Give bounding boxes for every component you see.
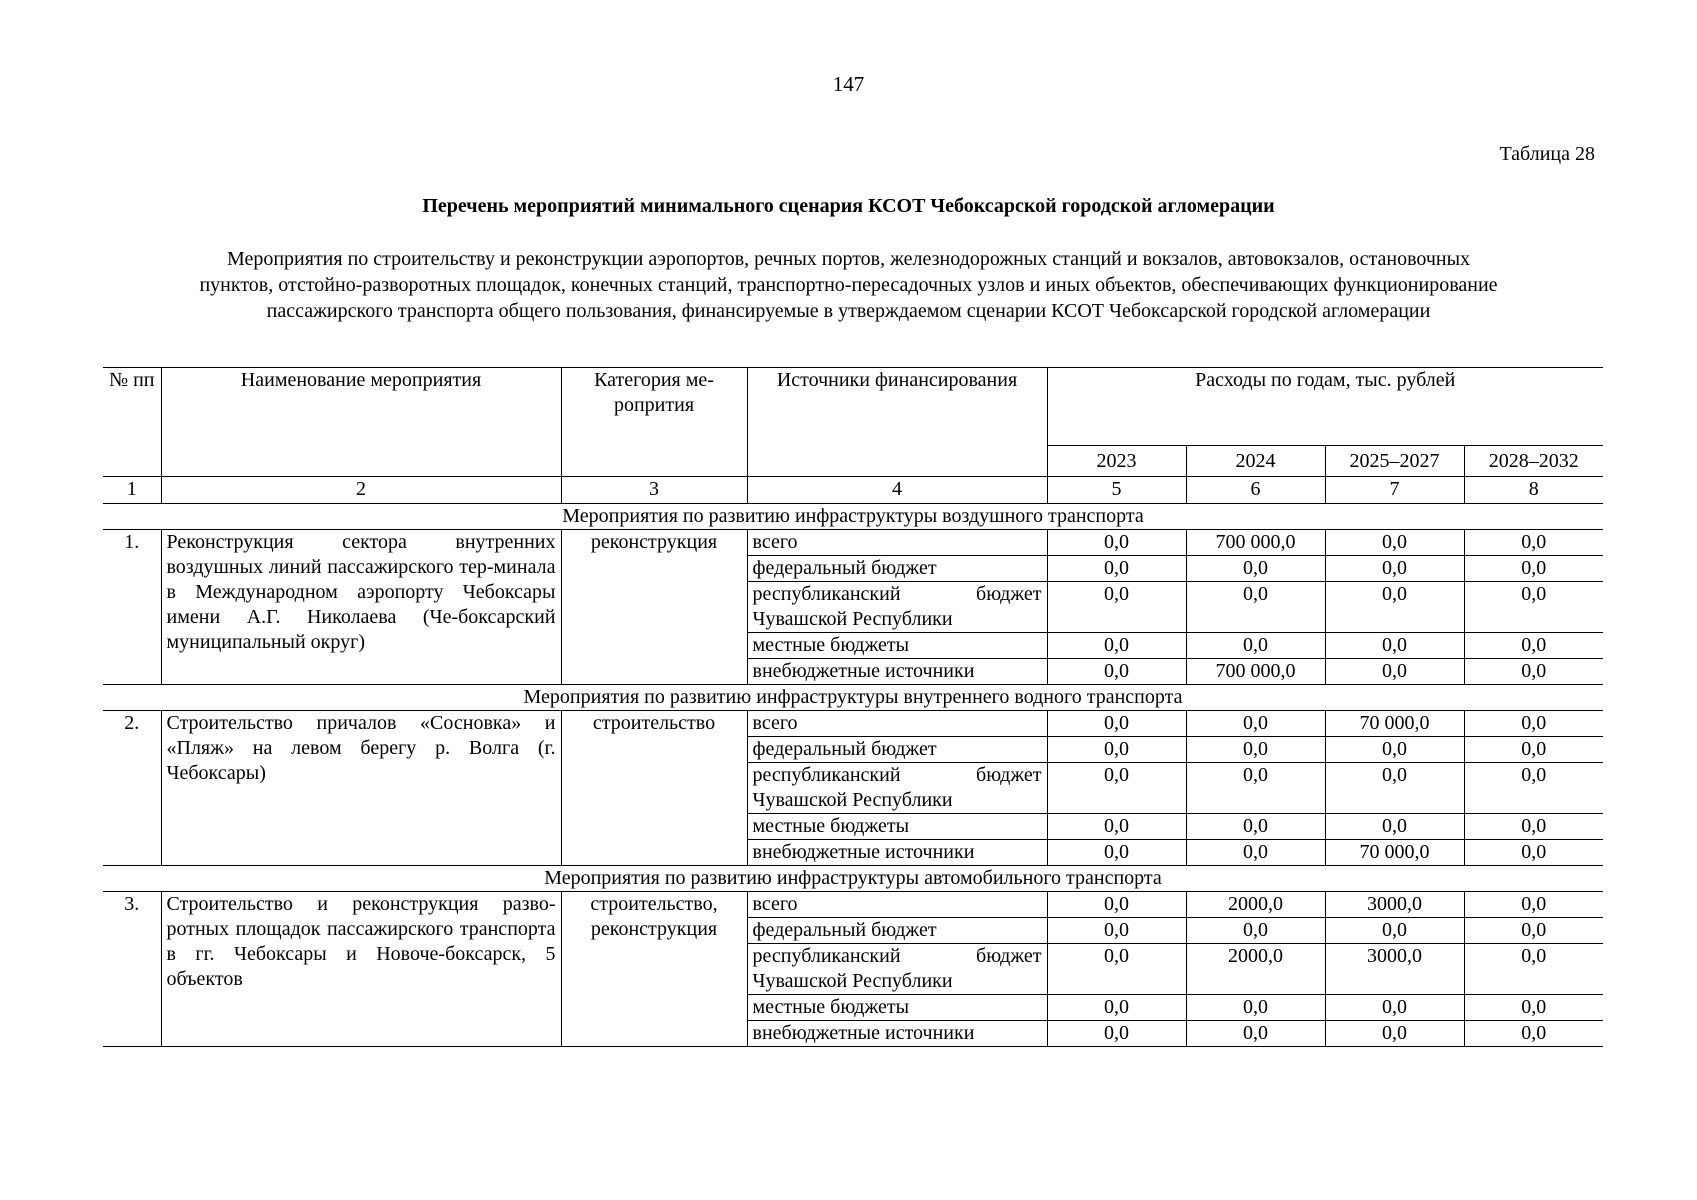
item-name: Строительство и реконструкция разво-ротных площадок пассажирского транспорта в гг. Чебоксары и Новоче-боксарск, 5 объектов [161,892,561,1047]
expense-value: 0,0 [1047,892,1186,918]
funding-source: республиканский бюджет Чувашской Республики [747,582,1047,633]
expense-value: 0,0 [1047,1021,1186,1047]
expense-value: 0,0 [1325,530,1464,556]
header-year: 2025–2027 [1325,446,1464,477]
funding-source: федеральный бюджет [747,556,1047,582]
expense-value: 0,0 [1047,659,1186,685]
expense-value: 0,0 [1464,633,1603,659]
column-number: 3 [561,477,747,504]
expense-value: 0,0 [1047,840,1186,866]
column-number: 5 [1047,477,1186,504]
item-category: реконструкция [561,530,747,685]
section-row [103,685,1603,711]
expense-value: 0,0 [1047,530,1186,556]
funding-source: федеральный бюджет [747,737,1047,763]
header-number: № пп [103,368,161,477]
header-category: Категория ме-ропрития [561,368,747,477]
expense-value: 0,0 [1325,918,1464,944]
section-title: Мероприятия по развитию инфраструктуры внутреннего водного транспорта [103,685,1603,711]
expense-value: 70 000,0 [1325,840,1464,866]
header-name: Наименование мероприятия [161,368,561,477]
item-category: строительство [561,711,747,866]
expense-value: 0,0 [1464,582,1603,633]
table-caption: Таблица 28 [1499,143,1595,165]
table-row [103,530,1603,556]
expense-value: 0,0 [1325,659,1464,685]
expense-value: 0,0 [1047,556,1186,582]
expense-value: 0,0 [1186,814,1325,840]
expense-value: 0,0 [1047,814,1186,840]
table-body [103,504,1603,1047]
expense-value: 700 000,0 [1186,530,1325,556]
funding-source: республиканский бюджет Чувашской Республики [747,944,1047,995]
header-year: 2023 [1047,446,1186,477]
expense-value: 0,0 [1464,711,1603,737]
expense-value: 0,0 [1325,1021,1464,1047]
activities-table [103,367,1603,1047]
expense-value: 700 000,0 [1186,659,1325,685]
funding-source: федеральный бюджет [747,918,1047,944]
expense-value: 2000,0 [1186,944,1325,995]
expense-value: 0,0 [1325,582,1464,633]
subtitle-line: Мероприятия по строительству и реконструкции аэропортов, речных портов, железнодорожных станций и вокзалов, автовокзалов, остановочных [226,248,1471,270]
funding-source: всего [747,711,1047,737]
funding-source: всего [747,530,1047,556]
expense-value: 0,0 [1325,737,1464,763]
funding-source: республиканский бюджет Чувашской Республики [747,763,1047,814]
funding-source: местные бюджеты [747,995,1047,1021]
item-number: 3. [103,892,161,1047]
expense-value: 0,0 [1464,918,1603,944]
subtitle-line: пунктов, отстойно-разворотных площадок, конечных станций, транспортно-пересадочных узлов и иных объектов, обеспечивающих функционирование [199,274,1498,296]
funding-source: внебюджетные источники [747,840,1047,866]
section-row [103,504,1603,530]
expense-value: 0,0 [1325,633,1464,659]
expense-value: 0,0 [1464,995,1603,1021]
expense-value: 0,0 [1047,633,1186,659]
column-number: 2 [161,477,561,504]
expense-value: 0,0 [1186,1021,1325,1047]
expense-value: 0,0 [1464,892,1603,918]
section-title: Мероприятия по развитию инфраструктуры автомобильного транспорта [103,866,1603,892]
table-row [103,711,1603,737]
expense-value: 0,0 [1325,763,1464,814]
expense-value: 0,0 [1186,582,1325,633]
expense-value: 0,0 [1047,944,1186,995]
expense-value: 0,0 [1464,530,1603,556]
expense-value: 0,0 [1186,840,1325,866]
column-number: 4 [747,477,1047,504]
header-year: 2028–2032 [1464,446,1603,477]
expense-value: 0,0 [1186,995,1325,1021]
item-name: Строительство причалов «Сосновка» и «Пляж» на левом берегу р. Волга (г. Чебоксары) [161,711,561,866]
expense-value: 0,0 [1464,737,1603,763]
expense-value: 0,0 [1047,918,1186,944]
header-expenses: Расходы по годам, тыс. рублей [1047,368,1603,446]
funding-source: внебюджетные источники [747,1021,1047,1047]
funding-source: местные бюджеты [747,814,1047,840]
expense-value: 0,0 [1464,659,1603,685]
expense-value: 0,0 [1186,763,1325,814]
expense-value: 0,0 [1464,840,1603,866]
funding-source: внебюджетные источники [747,659,1047,685]
expense-value: 0,0 [1464,1021,1603,1047]
expense-value: 0,0 [1325,995,1464,1021]
expense-value: 2000,0 [1186,892,1325,918]
column-number: 8 [1464,477,1603,504]
funding-source: местные бюджеты [747,633,1047,659]
item-number: 2. [103,711,161,866]
expense-value: 0,0 [1047,582,1186,633]
expense-value: 0,0 [1186,556,1325,582]
document-subtitle [110,246,1587,324]
section-title: Мероприятия по развитию инфраструктуры воздушного транспорта [103,504,1603,530]
expense-value: 0,0 [1047,763,1186,814]
expense-value: 0,0 [1186,711,1325,737]
column-number: 6 [1186,477,1325,504]
item-name: Реконструкция сектора внутренних воздушных линий пассажирского тер-минала в Международном аэропорту Чебоксары имени А.Г. Николаева (Че-боксарский муниципальный округ) [161,530,561,685]
expense-value: 0,0 [1047,711,1186,737]
header-sources: Источники финансирования [747,368,1047,477]
item-category: строительство, реконструкция [561,892,747,1047]
subtitle-line: пассажирского транспорта общего пользования, финансируемые в утверждаемом сценарии КСОТ Чебоксарской городской агломерации [266,300,1431,322]
expense-value: 0,0 [1186,918,1325,944]
expense-value: 0,0 [1464,556,1603,582]
funding-source: всего [747,892,1047,918]
expense-value: 70 000,0 [1325,711,1464,737]
expense-value: 3000,0 [1325,892,1464,918]
expense-value: 0,0 [1186,633,1325,659]
header-year: 2024 [1186,446,1325,477]
page-number: 147 [832,72,865,96]
item-number: 1. [103,530,161,685]
expense-value: 0,0 [1464,814,1603,840]
expense-value: 0,0 [1464,944,1603,995]
expense-value: 0,0 [1047,737,1186,763]
document-title: Перечень мероприятий минимального сценария КСОТ Чебоксарской городской агломерации [422,195,1275,217]
expense-value: 0,0 [1325,556,1464,582]
section-row [103,866,1603,892]
expense-value: 0,0 [1186,737,1325,763]
column-number: 1 [103,477,161,504]
expense-value: 0,0 [1325,814,1464,840]
expense-value: 0,0 [1047,995,1186,1021]
expense-value: 3000,0 [1325,944,1464,995]
table-row [103,892,1603,918]
column-number: 7 [1325,477,1464,504]
expense-value: 0,0 [1464,763,1603,814]
